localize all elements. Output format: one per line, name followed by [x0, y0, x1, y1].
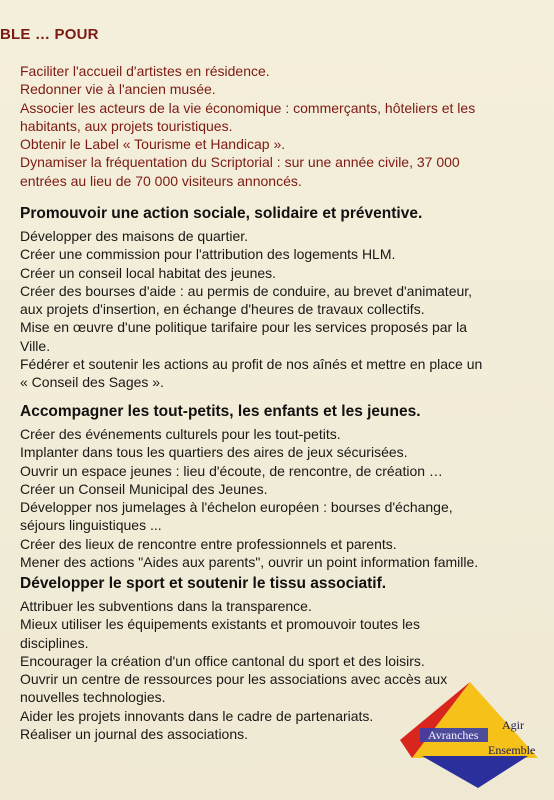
section-line: Aider les projets innovants dans le cadre de partenariats. [20, 707, 374, 724]
section-title: Développer le sport et soutenir le tissu associatif. [20, 575, 387, 592]
intro-line: habitants, aux projets touristiques. [20, 117, 233, 134]
intro-line: entrées au lieu de 70 000 visiteurs annoncés. [20, 172, 302, 189]
intro-list [20, 62, 540, 190]
logo-avranches-agir-ensemble [400, 680, 540, 790]
section-line: Réaliser un journal des associations. [20, 726, 249, 743]
intro-line: Faciliter l'accueil d'artistes en résidence. [20, 63, 270, 79]
logo-word-agir: Agir [502, 718, 524, 732]
section-title: Promouvoir une action sociale, solidaire et préventive. [20, 205, 423, 222]
logo-word-avranches: Avranches [428, 728, 479, 742]
intro-line: Associer les acteurs de la vie économique : commerçants, hôteliers et les [20, 99, 476, 116]
section-line: Créer des événements culturels pour les tout-petits. [20, 426, 341, 442]
header-title: BLE … POUR [0, 26, 99, 43]
section-line: Créer un Conseil Municipal des Jeunes. [20, 480, 268, 497]
intro-line: Redonner vie à l'ancien musée. [20, 81, 216, 98]
logo-word-ensemble: Ensemble [488, 743, 536, 757]
section-line: Attribuer les subventions dans la transparence. [20, 598, 312, 614]
section-line: Créer une commission pour l'attribution des logements HLM. [20, 246, 396, 263]
section-line: Fédérer et soutenir les actions au profit de nos aînés et mettre en place un [20, 356, 483, 373]
intro-line: Obtenir le Label « Tourisme et Handicap ». [20, 136, 286, 153]
section-line: Mener des actions "Aides aux parents", ouvrir un point information famille. [20, 554, 479, 571]
section-line: Ouvrir un centre de ressources pour les associations avec accès aux [20, 671, 448, 688]
section-line: nouvelles technologies. [20, 689, 166, 706]
section-line: Encourager la création d'un office cantonal du sport et des loisirs. [20, 652, 425, 669]
section-line: aux projets d'insertion, en échange d'heures de travaux collectifs. [20, 301, 425, 318]
intro-line: Dynamiser la fréquentation du Scriptorial : sur une année civile, 37 000 [20, 154, 460, 171]
section-line: Créer des lieux de rencontre entre professionnels et parents. [20, 535, 397, 552]
section-title: Accompagner les tout-petits, les enfants et les jeunes. [20, 403, 421, 420]
section-social [20, 204, 545, 392]
section-line: Développer nos jumelages à l'échelon européen : bourses d'échange, [20, 499, 453, 516]
section-line: séjours linguistiques ... [20, 517, 162, 534]
section-line: Développer des maisons de quartier. [20, 228, 249, 244]
section-line: Mieux utiliser les équipements existants et promouvoir toutes les [20, 616, 420, 633]
section-youth [20, 402, 545, 571]
section-line: Mise en œuvre d'une politique tarifaire pour les services proposés par la [20, 319, 468, 336]
section-line: disciplines. [20, 634, 89, 651]
section-line: « Conseil des Sages ». [20, 374, 164, 391]
section-line: Implanter dans tous les quartiers des aires de jeux sécurisées. [20, 444, 408, 461]
section-line: Ouvrir un espace jeunes : lieu d'écoute, de rencontre, de création … [20, 462, 443, 479]
section-line: Ville. [20, 337, 51, 354]
section-line: Créer un conseil local habitat des jeunes. [20, 264, 277, 281]
section-line: Créer des bourses d'aide : au permis de conduire, au brevet d'animateur, [20, 282, 473, 299]
